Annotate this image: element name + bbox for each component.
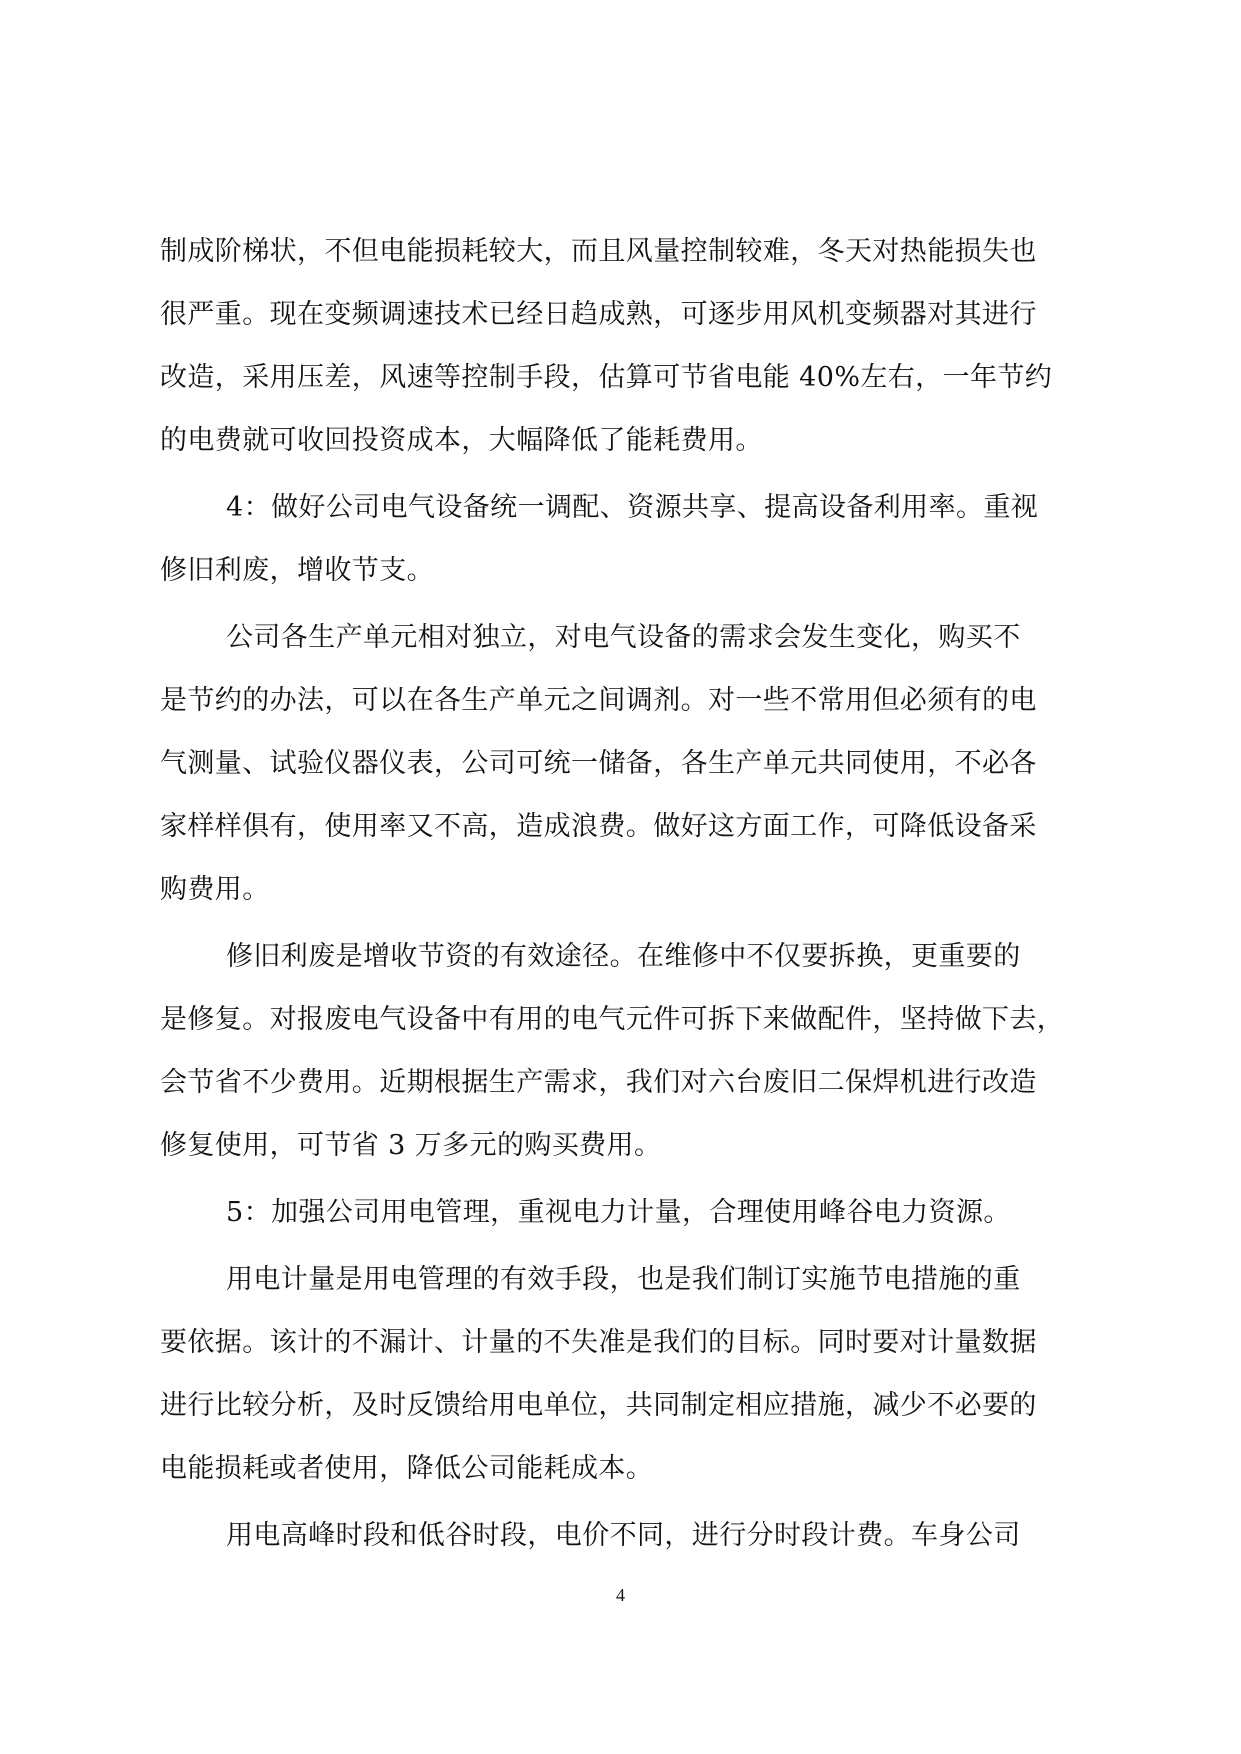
- paragraph: [160, 606, 1080, 921]
- text-line: 改造，采用压差，风速等控制手段，估算可节省电能 40%左右，一年节约: [160, 362, 1053, 393]
- paragraph: [160, 476, 1080, 602]
- text-line: 很严重。现在变频调速技术已经日趋成熟，可逐步用风机变频器对其进行: [160, 299, 1037, 330]
- paragraph: [160, 1504, 1080, 1567]
- text-line: 电能损耗或者使用，降低公司能耗成本。: [160, 1453, 654, 1484]
- text-line: 4：做好公司电气设备统一调配、资源共享、提高设备利用率。重视: [226, 492, 1039, 523]
- paragraph: [160, 925, 1080, 1177]
- text-line: 修旧利废，增收节支。: [160, 555, 434, 586]
- text-line: 会节省不少费用。近期根据生产需求，我们对六台废旧二保焊机进行改造: [160, 1067, 1037, 1098]
- text-line: 公司各生产单元相对独立，对电气设备的需求会发生变化，购买不: [226, 622, 1021, 653]
- page-number: 4: [616, 1585, 625, 1605]
- paragraph: [160, 220, 1080, 472]
- text-line: 是修复。对报废电气设备中有用的电气元件可拆下来做配件，坚持做下去，: [160, 1004, 1065, 1035]
- text-line: 用电高峰时段和低谷时段，电价不同，进行分时段计费。车身公司: [226, 1520, 1021, 1551]
- text-line: 购费用。: [160, 874, 270, 905]
- paragraph: [160, 1248, 1080, 1500]
- text-line: 的电费就可收回投资成本，大幅降低了能耗费用。: [160, 425, 763, 456]
- text-line: 修旧利废是增收节资的有效途径。在维修中不仅要拆换，更重要的: [226, 941, 1021, 972]
- text-line: 修复使用，可节省 3 万多元的购买费用。: [160, 1130, 662, 1161]
- text-line: 家样样俱有，使用率又不高，造成浪费。做好这方面工作，可降低设备采: [160, 811, 1037, 842]
- paragraph: [160, 1181, 1080, 1244]
- text-line: 是节约的办法，可以在各生产单元之间调剂。对一些不常用但必须有的电: [160, 685, 1037, 716]
- text-line: 用电计量是用电管理的有效手段，也是我们制订实施节电措施的重: [226, 1264, 1021, 1295]
- text-line: 气测量、试验仪器仪表，公司可统一储备，各生产单元共同使用，不必各: [160, 748, 1037, 779]
- text-line: 5：加强公司用电管理，重视电力计量，合理使用峰谷电力资源。: [226, 1197, 1011, 1228]
- text-line: 制成阶梯状，不但电能损耗较大，而且风量控制较难，冬天对热能损失也: [160, 236, 1037, 267]
- document-body: [160, 220, 1080, 1571]
- text-line: 要依据。该计的不漏计、计量的不失准是我们的目标。同时要对计量数据: [160, 1327, 1037, 1358]
- text-line: 进行比较分析，及时反馈给用电单位，共同制定相应措施，减少不必要的: [160, 1390, 1037, 1421]
